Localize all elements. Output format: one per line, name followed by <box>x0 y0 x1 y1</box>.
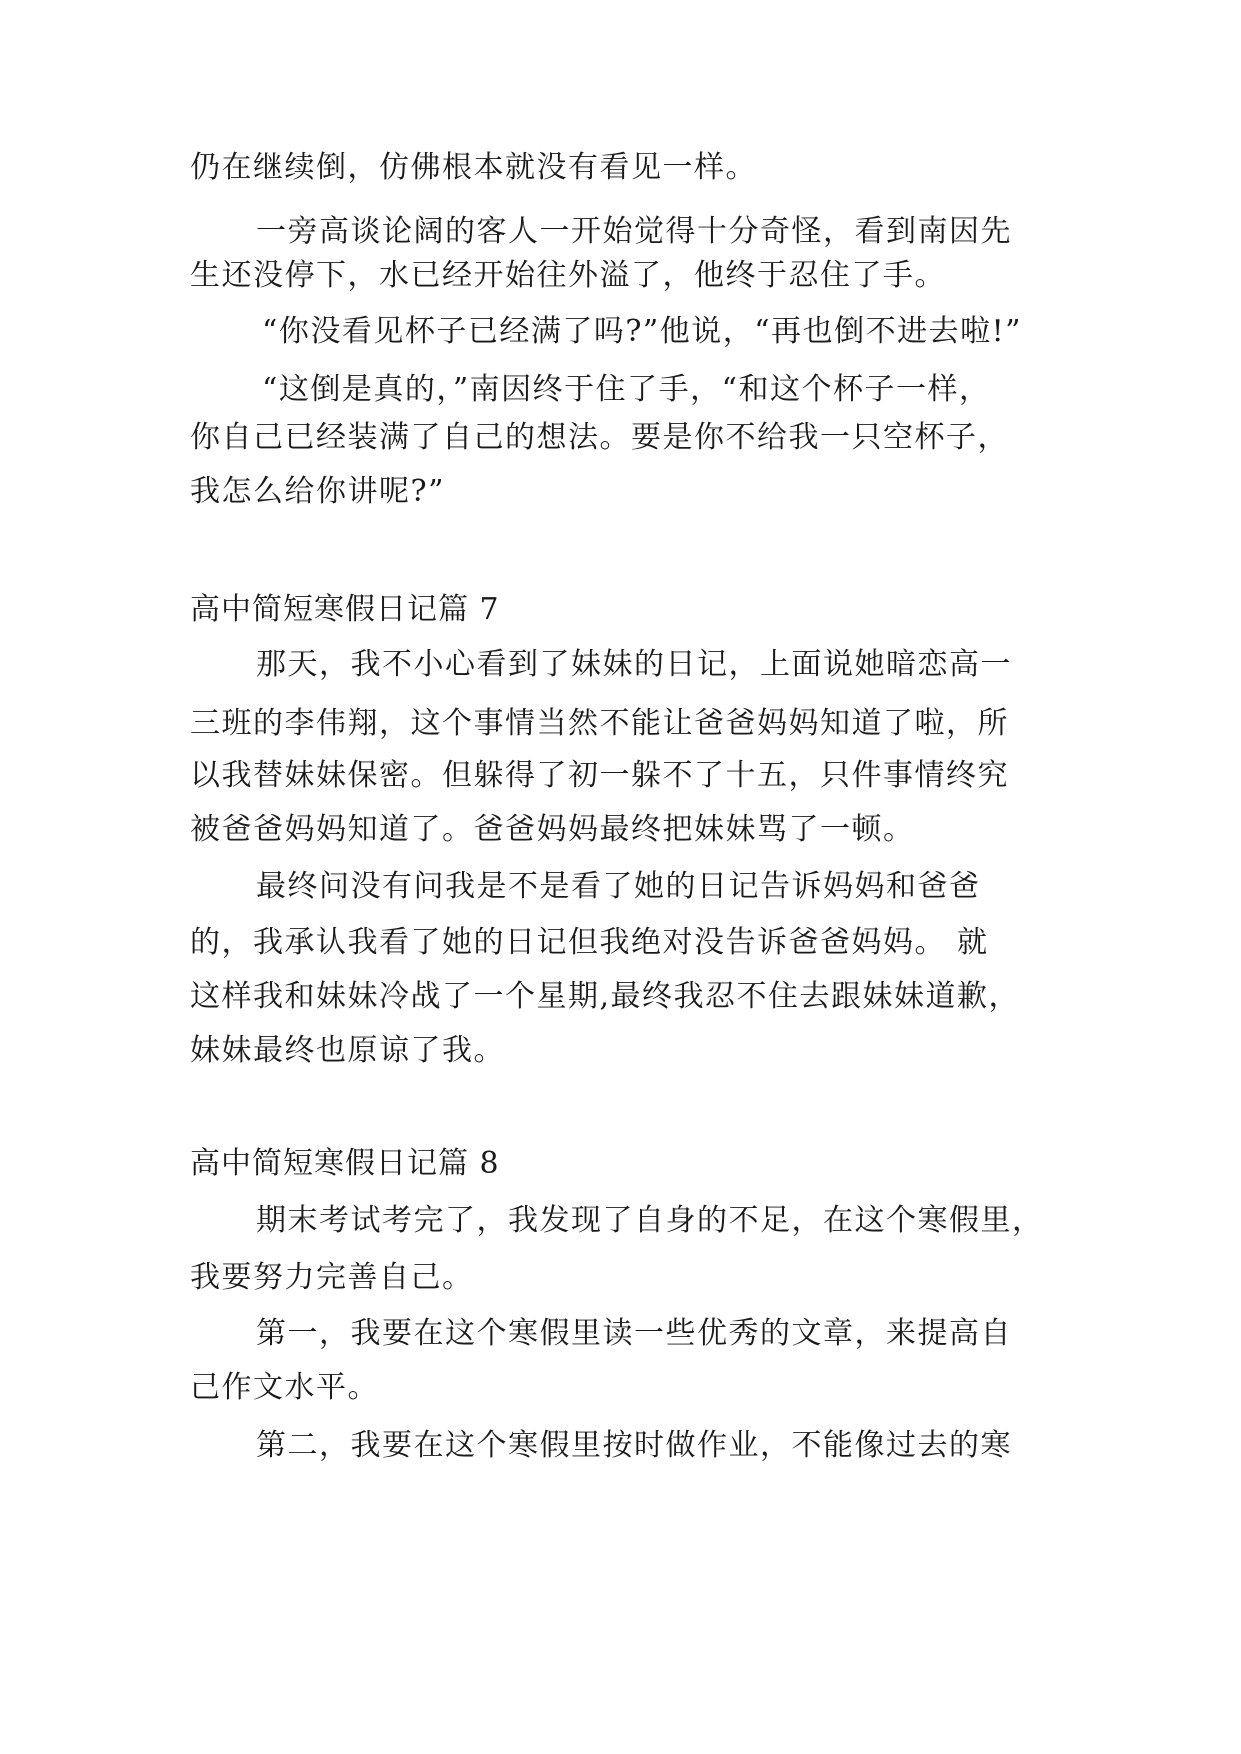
paragraph-line: 我怎么给你讲呢?” <box>190 474 445 509</box>
paragraph-line: 你自己已经装满了自己的想法。要是你不给我一只空杯子， <box>190 420 1009 455</box>
paragraph-line: 生还没停下，水已经开始往外溢了，他终于忍住了手。 <box>190 258 946 293</box>
paragraph-line: 期末考试考完了，我发现了自身的不足，在这个寒假里， <box>256 1203 1044 1238</box>
paragraph-line: 这样我和妹妹冷战了一个星期,最终我忍不住去跟妹妹道歉， <box>190 979 1021 1014</box>
section-heading: 高中简短寒假日记篇 8 <box>190 1146 500 1181</box>
paragraph-line: “这倒是真的，”南因终于住了手，“和这个杯子一样， <box>262 372 991 407</box>
paragraph-line: 最终问没有问我是不是看了她的日记告诉妈妈和爸爸 <box>256 869 981 904</box>
paragraph-line: 三班的李伟翔，这个事情当然不能让爸爸妈妈知道了啦，所 <box>190 706 1009 741</box>
paragraph-line: 被爸爸妈妈知道了。爸爸妈妈最终把妹妹骂了一顿。 <box>190 812 915 847</box>
paragraph-line: 一旁高谈论阔的客人一开始觉得十分奇怪，看到南因先 <box>256 214 1012 249</box>
paragraph-line: “你没看见杯子已经满了吗?”他说，“再也倒不进去啦!” <box>262 314 1022 349</box>
paragraph-line: 仍在继续倒，仿佛根本就没有看见一样。 <box>190 150 757 185</box>
paragraph-line: 妹妹最终也原谅了我。 <box>190 1033 505 1068</box>
section-heading: 高中简短寒假日记篇 7 <box>190 592 500 627</box>
paragraph-line: 那天，我不小心看到了妹妹的日记，上面说她暗恋高一 <box>256 647 1012 682</box>
paragraph-line: 第一，我要在这个寒假里读一些优秀的文章，来提高自 <box>256 1316 1012 1351</box>
paragraph-line: 以我替妹妹保密。但躲得了初一躲不了十五，只件事情终究 <box>190 758 1009 793</box>
paragraph-line: 己作文水平。 <box>190 1370 379 1405</box>
paragraph-line: 第二，我要在这个寒假里按时做作业，不能像过去的寒 <box>256 1428 1012 1463</box>
paragraph-line: 的，我承认我看了她的日记但我绝对没告诉爸爸妈妈。 就 <box>190 925 989 960</box>
paragraph-line: 我要努力完善自己。 <box>190 1260 474 1295</box>
